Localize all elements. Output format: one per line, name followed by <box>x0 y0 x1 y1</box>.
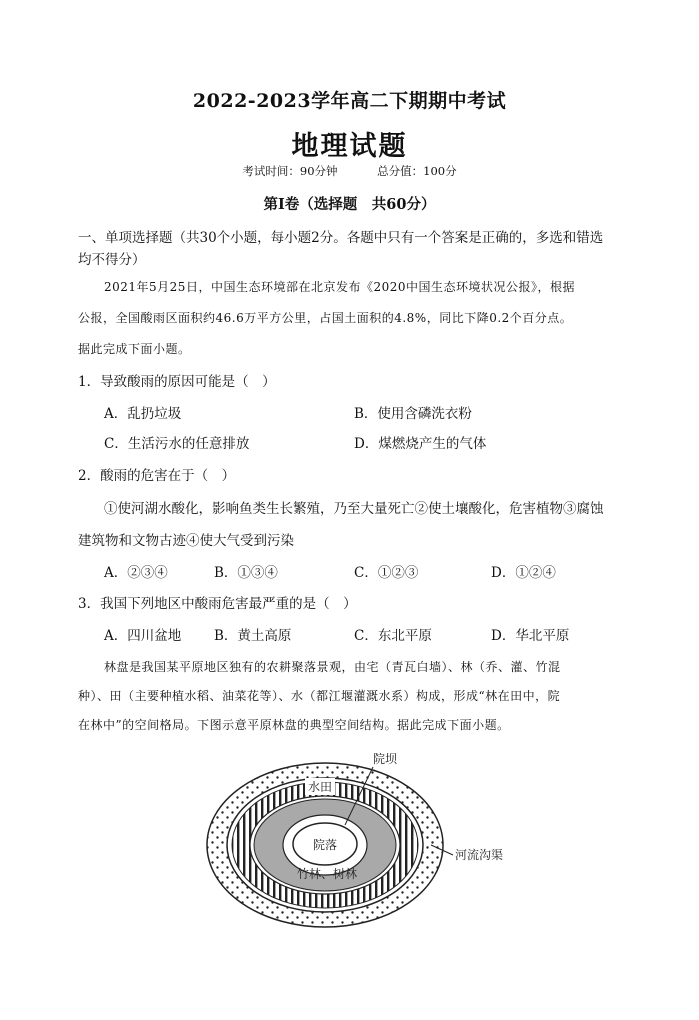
linpan-diagram <box>195 745 515 940</box>
river-label: 河流沟渠 <box>455 848 504 862</box>
exam-time: 考试时间：90分钟 <box>242 164 338 178</box>
question-2-option-a: A．②③④ <box>104 565 168 581</box>
instructions-line-2: 均不得分） <box>78 252 146 268</box>
field-label: 水田 <box>307 780 333 794</box>
question-2-stem: 2．酸雨的危害在于（ ） <box>78 468 236 484</box>
passage-1-line-3: 据此完成下面小题。 <box>78 342 191 356</box>
forest-label: 竹林、树林 <box>296 867 358 881</box>
question-1-option-a: A．乱扔垃圾 <box>104 406 182 422</box>
passage-2-line-1: 林盘是我国某平原地区独有的农耕聚落景观，由宅（青瓦白墙）、林（乔、灌、竹混 <box>104 660 561 674</box>
passage-2-line-3: 在林中”的空间格局。下图示意平原林盘的典型空间结构。据此完成下面小题。 <box>78 718 510 732</box>
subject-title: 地理试题 <box>291 131 408 162</box>
question-1-option-c: C．生活污水的任意排放 <box>104 436 250 452</box>
question-2-statement-line-2: 建筑物和文物古迹④使大气受到污染 <box>78 533 294 549</box>
question-3-option-d: D．华北平原 <box>491 628 570 644</box>
question-2-statement-line-1: ①使河湖水酸化，影响鱼类生长繁殖，乃至大量死亡②使土壤酸化，危害植物③腐蚀 <box>104 501 604 517</box>
question-2-option-d: D．①②④ <box>491 565 556 581</box>
question-2-option-c: C．①②③ <box>354 565 419 581</box>
question-1-option-d: D．煤燃烧产生的气体 <box>354 436 487 452</box>
question-3-option-b: B．黄土高原 <box>214 628 292 644</box>
exam-score: 总分值：100分 <box>377 164 457 178</box>
exam-meta <box>0 163 699 179</box>
passage-1 <box>78 272 634 365</box>
passage-1-line-2: 公报，全国酸雨区面积约46.6万平方公里，占国土面积的4.8%，同比下降0.2个百分点。 <box>78 311 573 325</box>
instructions <box>78 227 638 271</box>
exam-title: 2022-2023学年高二下期期中考试 <box>192 90 507 112</box>
courtyard-label: 院落 <box>312 838 338 852</box>
passage-1-line-1: 2021年5月25日，中国生态环境部在北京发布《2020中国生态环境状况公报》，根据 <box>104 280 575 294</box>
question-3-option-c: C．东北平原 <box>354 628 432 644</box>
question-3-option-a: A．四川盆地 <box>104 628 182 644</box>
question-2-option-b: B．①③④ <box>214 565 278 581</box>
section-heading: 第Ⅰ卷（选择题 共60分） <box>263 196 436 213</box>
instructions-line-1: 一、单项选择题（共30个小题，每小题2分。各题中只有一个答案是正确的，多选和错选 <box>78 230 604 246</box>
question-1-stem: 1．导致酸雨的原因可能是（ ） <box>78 374 276 390</box>
passage-2-line-2: 种）、田（主要种植水稻、油菜花等）、水（都江堰灌溉水系）构成，形成“林在田中，院 <box>78 689 561 703</box>
dam-label: 院坝 <box>373 752 398 766</box>
question-3-stem: 3．我国下列地区中酸雨危害最严重的是（ ） <box>78 596 357 612</box>
question-1-option-b: B．使用含磷洗衣粉 <box>354 406 472 422</box>
passage-2 <box>78 653 634 740</box>
